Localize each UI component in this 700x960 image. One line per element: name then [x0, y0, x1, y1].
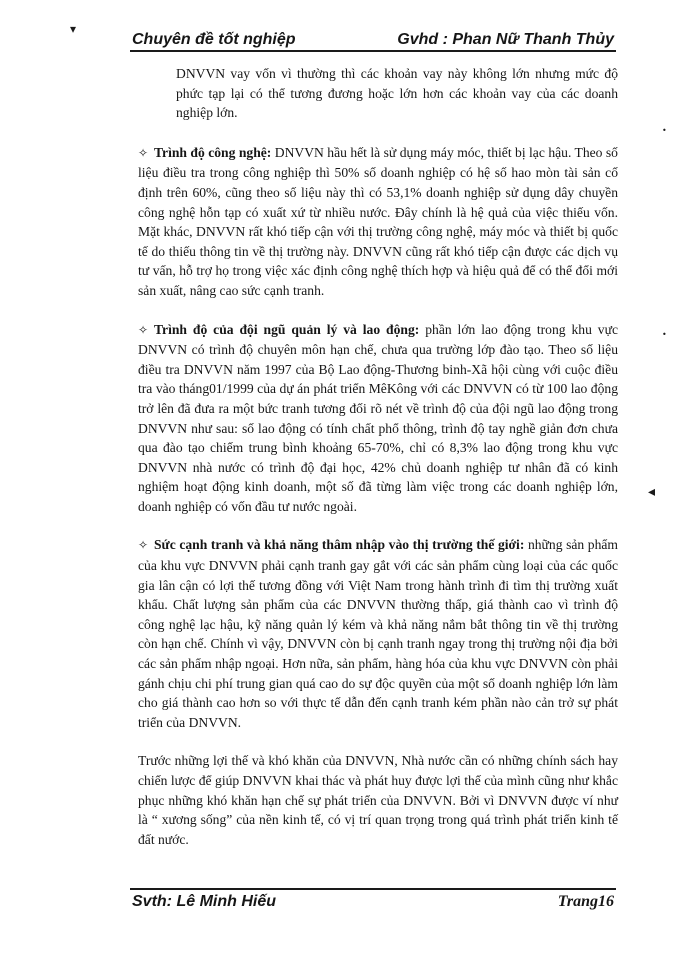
page-number: Trang16 — [557, 893, 614, 910]
scan-tick-mark: ▾ — [70, 22, 77, 36]
section-title: Sức cạnh tranh và khả năng thâm nhập vào thị trường thế giới: — [154, 537, 525, 553]
intro-paragraph: DNVVN vay vốn vì thường thì các khoản vay này không lớn nhưng mức độ phức tạp lại có thể tương đương hoặc lớn hơn các khoản vay của các doanh nghiệp lớn. — [176, 66, 618, 121]
scan-blot-mark: ◂ — [648, 484, 656, 500]
header-topic: Chuyên đề tốt nghiệp — [132, 31, 296, 48]
diamond-bullet-icon: ✧ — [138, 145, 149, 160]
page-footer — [130, 888, 616, 916]
scan-dot-mark: • — [662, 126, 667, 135]
section-body: phần lớn lao động trong khu vực DNVVN có trình độ chuyên môn hạn chế, chưa qua trường lớp đào tạo. Theo số liệu điều tra DNVVN năm 1997 của Bộ Lao động-Thương binh-Xã hội cùng với cuộc điều tra vào tháng01/1999 của dự án phát triển MêKông với các DNVVN có từ 100 lao động trở lên đã đưa ra một bức tranh tương đối rõ nét về trình độ của đội ngũ lao động trong DNVVN như sau: số lao động có tính chất phổ thông, trình độ tay nghề giản đơn chưa qua đào tạo chiếm trung bình khoảng 65-70%, chỉ có 8,3% lao động trong khu vực DNVVN nhà nước có trình độ đại học, 42% chủ doanh nghiệp tư nhân đã có kinh nghiệm hoạt động kinh doanh, một số đã từng làm việc trong các doanh nghiệp lớn, doanh nghiệp có vốn đầu tư nước ngoài. — [138, 321, 618, 514]
diamond-bullet-icon: ✧ — [138, 322, 149, 337]
section-technology — [138, 143, 618, 301]
section-body: DNVVN hầu hết là sử dụng máy móc, thiết bị lạc hậu. Theo số liệu điều tra trong công nghiệp thì 50% số doanh nghiệp có hệ số hao mòn tài sản cố định trên 60%, cũng theo số liệu này thì có 53,1% doanh nghiệp sử dụng dây chuyền công nghệ hỗn tạp có xuất xứ từ nhiều nước. Đây chính là hệ quả của việc thiếu vốn. Mặt khác, DNVVN rất khó tiếp cận với thị trường công nghệ, máy móc và thiết bị quốc tế do thiếu thông tin về thị trường này. DNVVN cũng rất khó tiếp cận được các dịch vụ tư vấn, hỗ trợ họ trong việc xác định công nghệ thích hợp và hiệu quả để có thể đổi mới sản xuất, nâng cao sức cạnh tranh. — [138, 144, 618, 298]
footer-student: Svth: Lê Minh Hiếu — [132, 893, 276, 910]
section-title: Trình độ công nghệ: — [154, 144, 272, 160]
section-paragraph — [138, 320, 618, 517]
section-body: những sản phẩm của khu vực DNVVN phải cạnh tranh gay gắt với các sản phẩm cùng loại của các quốc gia lân cận có lợi thế tương đồng với Việt Nam trong hành trình đi tìm thị trường xuất khẩu. Chất lượng sản phẩm của các DNVVN thường thấp, giá thành cao vì trình độ công nghệ lạc hậu, kỹ năng quản lý kém và khả năng nắm bắt thông tin về thị trường còn hạn chế. Chính vì vậy, DNVVN còn bị cạnh tranh ngay trong thị trường nội địa bởi các sản phẩm nhập ngoại. Hơn nữa, sản phẩm, hàng hóa của khu vực DNVVN còn phải gánh chịu chi phí trung gian quá cao do sự độc quyền của một số doanh nghiệp lớn làm cho giá thành cao hơn so với thực tế dẫn đến cạnh tranh kém phần nào cản trở sự phát triển của DNVVN. — [138, 537, 618, 730]
diamond-bullet-icon: ✧ — [138, 538, 149, 553]
page-header — [130, 26, 616, 52]
scan-dot-mark: • — [662, 330, 667, 339]
section-paragraph — [138, 143, 618, 301]
body-content — [138, 64, 618, 849]
conclusion-paragraph: Trước những lợi thế và khó khăn của DNVVN, Nhà nước cần có những chính sách hay chiến lược để giúp DNVVN khai thác và phát huy được lợi thế của mình cũng như khắc phục những khó khăn hạn chế sự phát triển của DNVVN. Bởi vì DNVVN được ví như là “ xương sống” của nền kinh tế, có vị trí quan trọng trong quá trình phát triển kinh tế đất nước. — [138, 753, 618, 847]
section-paragraph — [138, 535, 618, 732]
header-advisor: Gvhd : Phan Nữ Thanh Thủy — [397, 31, 614, 48]
section-workforce — [138, 320, 618, 517]
section-title: Trình độ của đội ngũ quản lý và lao động: — [154, 321, 420, 337]
section-competitiveness — [138, 535, 618, 732]
